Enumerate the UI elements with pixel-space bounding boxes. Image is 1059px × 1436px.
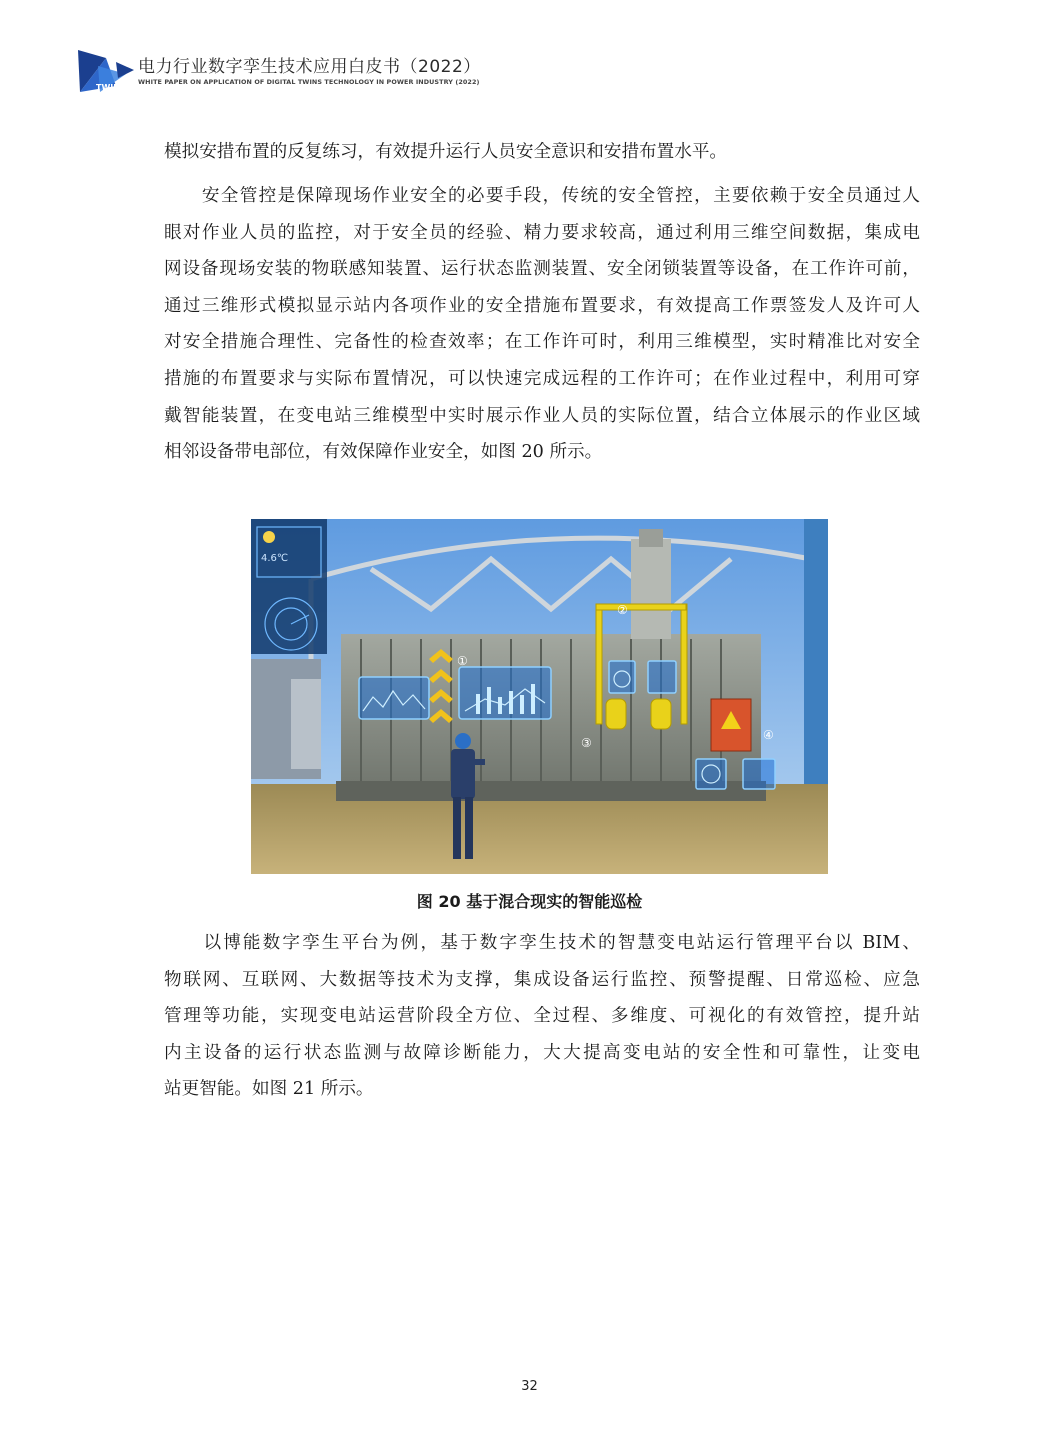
marker-4: ④ xyxy=(763,728,774,742)
text-line: 措施的布置要求与实际布置情况，可以快速完成远程的工作许可；在作业过程中，利用可穿 xyxy=(164,368,920,389)
marker-2: ② xyxy=(617,603,628,617)
text-line: 以博能数字孪生平台为例，基于数字孪生技术的智慧变电站运行管理平台以 BIM、 xyxy=(164,933,920,953)
text-line: 安全管控是保障现场作业安全的必要手段，传统的安全管控，主要依赖于安全员通过人 xyxy=(164,186,920,206)
paragraph-2 xyxy=(164,178,920,471)
text-line: 内主设备的运行状态监测与故障诊断能力，大大提高变电站的安全性和可靠性，让变电 xyxy=(164,1042,920,1063)
twin-logo-icon xyxy=(76,44,136,98)
page-header xyxy=(76,44,496,100)
page-number: 32 xyxy=(521,1379,538,1394)
text-line: 模拟安措布置的反复练习，有效提升运行人员安全意识和安措布置水平。 xyxy=(164,142,728,162)
paragraph-1 xyxy=(164,134,920,171)
paragraph-3 xyxy=(164,925,920,1108)
text-line: 戴智能装置，在变电站三维模型中实时展示作业人员的实际位置，结合立体展示的作业区域 xyxy=(164,405,920,426)
text-line: 通过三维形式模拟显示站内各项作业的安全措施布置要求，有效提高工作票签发人及许可人 xyxy=(164,295,920,316)
sun-icon xyxy=(263,531,275,543)
text-line: 眼对作业人员的监控，对于安全员的经验、精力要求较高，通过利用三维空间数据，集成电 xyxy=(164,222,920,243)
mixed-reality-inspection-image xyxy=(251,519,828,874)
header-title: 电力行业数字孪生技术应用白皮书（2022） xyxy=(138,57,481,77)
text-line: 网设备现场安装的物联感知装置、运行状态监测装置、安全闭锁装置等设备，在工作许可前， xyxy=(164,259,920,280)
figure-20-photo xyxy=(251,519,828,874)
text-line: 对安全措施合理性、完备性的检查效率；在工作许可时，利用三维模型，实时精准比对安全 xyxy=(164,332,920,353)
weather-temp: 4.6℃ xyxy=(261,553,289,564)
text-line: 相邻设备带电部位，有效保障作业安全，如图 20 所示。 xyxy=(164,442,603,463)
text-line: 站更智能。如图 21 所示。 xyxy=(164,1079,374,1100)
text-line: 管理等功能，实现变电站运营阶段全方位、全过程、多维度、可视化的有效管控，提升站 xyxy=(164,1006,920,1027)
marker-1: ① xyxy=(457,654,468,668)
header-subtitle: WHITE PAPER ON APPLICATION OF DIGITAL TWINS TECHNOLOGY IN POWER INDUSTRY (2022) xyxy=(138,78,480,86)
logo-text: TWIN xyxy=(96,83,120,92)
marker-3: ③ xyxy=(581,736,592,750)
figure-caption: 图 20 基于混合现实的智能巡检 xyxy=(416,892,643,911)
text-line: 物联网、互联网、大数据等技术为支撑，集成设备运行监控、预警提醒、日常巡检、应急 xyxy=(164,969,920,990)
